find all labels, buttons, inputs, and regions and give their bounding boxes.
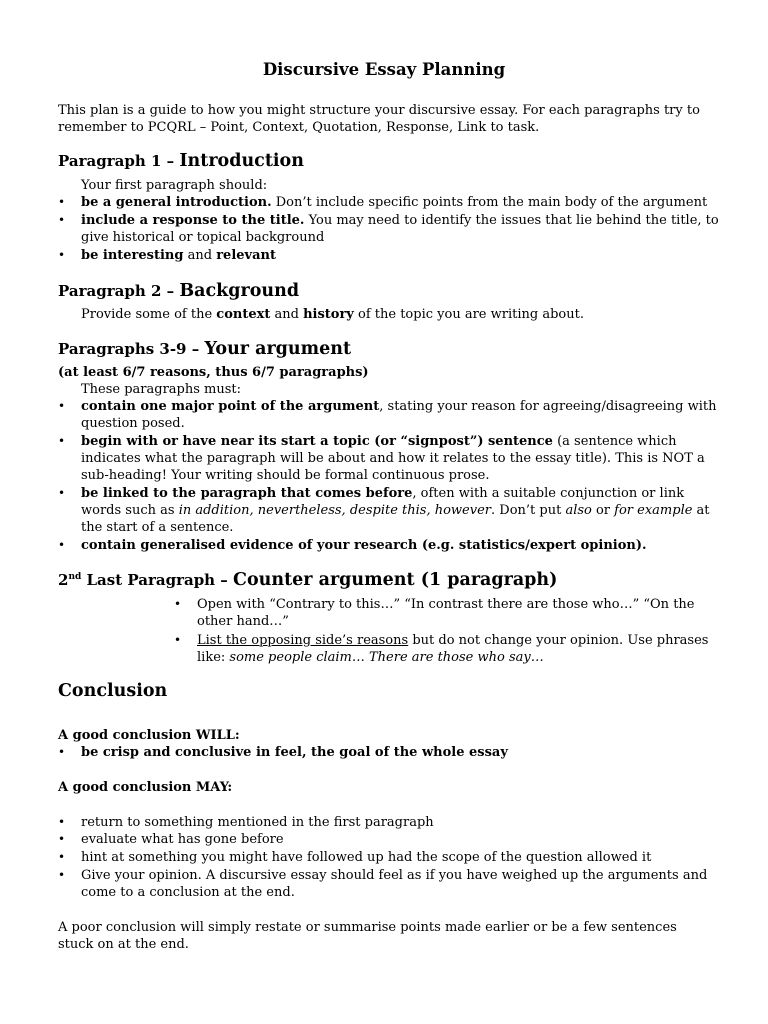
bullet-icon: •: [58, 745, 66, 759]
p3-bullet-2-line-2: indicates what the paragraph will be about and how it relates to the essay title). This is NOT a: [81, 451, 705, 466]
p1-b1-rest: Don’t include specific points from the main body of the argument: [271, 195, 708, 210]
bullet-icon: •: [58, 832, 66, 846]
heading-main: Your argument: [204, 339, 352, 359]
p3-bullet-3: [81, 485, 684, 502]
bullet-icon: •: [58, 434, 66, 448]
conclusion-will-head: A good conclusion WILL:: [58, 728, 240, 743]
heading-paragraphs-3-9: [58, 339, 351, 360]
heading-main: Introduction: [179, 151, 304, 171]
p1-b3-mid: and: [183, 248, 217, 263]
bullet-icon: •: [58, 815, 66, 829]
p4-bullet-1: Open with “Contrary to this…” “In contrast there are those who…” “On the: [197, 597, 695, 612]
p1-bullet-3: [81, 247, 276, 264]
p4-bullet-2-line-2: [197, 649, 544, 666]
p2-t2: and: [270, 307, 304, 322]
p3-b3-l2-ital: in addition, nevertheless, despite this, however: [178, 503, 491, 518]
conclusion-will-bullet-1: be crisp and conclusive in feel, the goal of the whole essay: [81, 745, 508, 760]
p2-text: [81, 306, 584, 323]
p3-b1-bold: contain one major point of the argument: [81, 399, 380, 414]
heading-main: Background: [179, 281, 300, 301]
p1-b3-bold-2: relevant: [216, 248, 276, 263]
heading-main: Counter argument (1 paragraph): [233, 570, 558, 590]
p2-history: history: [303, 307, 354, 322]
p1-b2-bold: include a response to the title.: [81, 213, 305, 228]
p1-bullet-2-line-2: give historical or topical background: [81, 230, 325, 245]
conclusion-may-item-2: evaluate what has gone before: [81, 832, 284, 847]
p3-b2-bold: begin with or have near its start a topic (or “signpost”) sentence: [81, 434, 553, 449]
conclusion-may-item-3: hint at something you might have followed up had the scope of the question allowed it: [81, 850, 652, 865]
heading-lead: Paragraphs 3-9 –: [58, 340, 205, 358]
conclusion-poor-line-2: stuck on at the end.: [58, 937, 189, 952]
conclusion-may-head: A good conclusion MAY:: [58, 780, 233, 795]
heading-lead: Paragraph 2 –: [58, 282, 180, 300]
p1-subhead: Your first paragraph should:: [81, 178, 268, 193]
p4-bullet-1-line-2: other hand…”: [197, 614, 289, 629]
p3-bullet-2: [81, 433, 677, 450]
bullet-icon: •: [58, 538, 66, 552]
p2-t3: of the topic you are writing about.: [353, 307, 584, 322]
heading-second-last-paragraph: [58, 570, 557, 591]
bullet-icon: •: [174, 633, 182, 647]
heading-lead: Last Paragraph –: [81, 571, 234, 589]
p3-b4-rest: (e.g. statistics/expert opinion).: [417, 538, 647, 553]
p3-b3-rest: , often with a suitable conjunction or link: [412, 486, 685, 501]
heading-lead: Paragraph 1 –: [58, 152, 180, 170]
p3-b3-l2a: words such as: [81, 503, 179, 518]
bullet-icon: •: [58, 195, 66, 209]
p4-b2-rest: but do not change your opinion. Use phrases: [408, 633, 709, 648]
document-title: Discursive Essay Planning: [262, 60, 506, 79]
p3-bullet-1: [81, 398, 717, 415]
p3-b2-rest: (a sentence which: [552, 434, 677, 449]
p3-sub: (at least 6/7 reasons, thus 6/7 paragraphs): [58, 365, 369, 380]
p1-bullet-2: [81, 212, 719, 229]
p4-b2-l2-ital: some people claim… There are those who say…: [229, 650, 544, 665]
p3-bullet-2-line-3: sub-heading! Your writing should be formal continuous prose.: [81, 468, 490, 483]
bullet-icon: •: [58, 868, 66, 882]
intro-line-2: remember to PCQRL – Point, Context, Quotation, Response, Link to task.: [58, 120, 540, 135]
p3-b3-l2b: . Don’t put: [491, 503, 566, 518]
p3-b3-l2d: at: [692, 503, 710, 518]
p1-bullet-1: [81, 194, 707, 211]
p3-bullet-3-line-2: [81, 502, 710, 519]
bullet-icon: •: [58, 486, 66, 500]
bullet-icon: •: [58, 248, 66, 262]
p3-bullet-4: [81, 537, 647, 554]
p3-bullet-1-line-2: question posed.: [81, 416, 185, 431]
p4-b2-l2a: like:: [197, 650, 230, 665]
p3-b3-l2c: or: [591, 503, 615, 518]
p1-b1-bold: be a general introduction.: [81, 195, 272, 210]
bullet-icon: •: [58, 850, 66, 864]
heading-num: 2: [58, 571, 69, 589]
p3-b1-rest: , stating your reason for agreeing/disagreeing with: [379, 399, 717, 414]
p3-subhead: These paragraphs must:: [81, 382, 242, 397]
p3-b3-bold: be linked to the paragraph that comes before: [81, 486, 413, 501]
p1-b3-bold-1: be interesting: [81, 248, 184, 263]
p4-b2-underlined: List the opposing side’s reasons: [197, 633, 409, 648]
conclusion-may-item-4: Give your opinion. A discursive essay should feel as if you have weighed up the arguments and: [81, 868, 708, 883]
p3-b3-l2-ital2: also: [565, 503, 592, 518]
heading-paragraph-1: [58, 151, 304, 172]
bullet-icon: •: [58, 213, 66, 227]
p3-b3-l2-ital3: for example: [614, 503, 693, 518]
heading-sup: nd: [68, 572, 82, 582]
conclusion-may-item-1: return to something mentioned in the first paragraph: [81, 815, 434, 830]
bullet-icon: •: [58, 399, 66, 413]
p2-t1: Provide some of the: [81, 307, 217, 322]
conclusion-poor-line-1: A poor conclusion will simply restate or summarise points made earlier or be a few sentences: [58, 920, 677, 935]
intro-line-1: This plan is a guide to how you might structure your discursive essay. For each paragraphs try to: [58, 103, 700, 118]
p4-bullet-2: [197, 632, 708, 649]
heading-conclusion: Conclusion: [58, 681, 168, 701]
p3-bullet-3-line-3: the start of a sentence.: [81, 520, 234, 535]
p2-context: context: [216, 307, 271, 322]
heading-paragraph-2: [58, 281, 299, 302]
bullet-icon: •: [174, 597, 182, 611]
p1-b2-rest: You may need to identify the issues that lie behind the title, to: [304, 213, 719, 228]
p3-b4-bold: contain generalised evidence of your research: [81, 538, 418, 553]
conclusion-may-item-4-line-2: come to a conclusion at the end.: [81, 885, 295, 900]
